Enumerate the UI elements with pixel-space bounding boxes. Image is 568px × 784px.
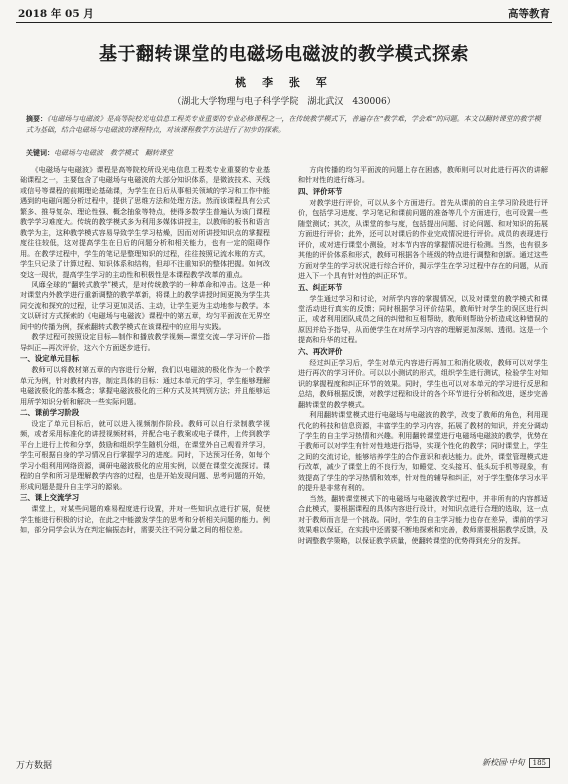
database-watermark: 万方数据 bbox=[16, 761, 53, 771]
body-paragraph: 《电磁场与电磁波》课程是高等院校所设光电信息工程类专业重要的专业基础课程之一，主要包含了电磁场与电磁波的大部分知识体系，是微波技术、天线或信号等课程的前期理论基础课，为学生在日后从事相关领域的学习和工作中能遇到的电磁问题分析过程中，提供了思维方法和处理方法。然而该课程具有公式繁多、推导复杂、理论性强、概念抽象等特点，使得多数学生普遍认为该门课程教学学习难度大。传统的教学模式多为利用多媒体讲授主，以教师的板书和语言教学为主，这种教学模式容易导致学生学习枯燥，因而对所讲授知识点的掌握程度往往较低，这对提高学生在日后的问题分析和相关能力，也有一定的阻碍作用。在教学过程中，学生的笔记是整理知识的过程，往往按照记流水账的方式，学生只记录了计算过程、知识体系和结构，但却不注重知识的整体把握。如何改变这一现状，提高学生学习的主动性和积极性是本课程教学改革的重点。 bbox=[20, 165, 270, 279]
abstract bbox=[26, 114, 542, 135]
body-paragraph: 经过纠正学习后，学生对单元内容进行再加工和消化吸收，教师可以对学生进行再次的学习评价。可以以小测试的形式，组织学生进行测试，检验学生对知识的掌握程度和纠正环节的效果。同时，学生也可以对本单元的学习进行反思和总结，教师根据反馈，对教学过程和设计的各个环节进行分析和改进，逐步完善翻转课堂的教学模式。 bbox=[298, 357, 548, 409]
body-paragraph: 利用翻转课堂模式进行电磁场与电磁波的教学，改变了教师的角色，利用现代化的科技和信息资源，丰富学生的学习内容，拓展了教材的知识，并充分调动了学生的自主学习热情和兴趣。利用翻转课堂进行电磁场电磁波的教学，优势在于教师可以对学生有针对性地进行指导，实现个性化的教学；同时课堂上，学生之间的交流讨论，能够培养学生的合作意识和表达能力。此外，课堂管理模式进行改革，减少了课堂上的不良行为，如睡觉、交头接耳、低头玩手机等现象，有效提高了学生的学习热情和效率，针对性的辅导和纠正，对于学生整体学习水平的提升是非常有利的。 bbox=[298, 410, 548, 493]
article-authors: 桃 李 张 军 bbox=[235, 76, 333, 89]
keywords-text: 电磁场与电磁波 教学模式 翻转课堂 bbox=[54, 149, 173, 157]
page-number: 185 bbox=[529, 758, 550, 768]
body-paragraph: 设定了单元目标后，就可以进入视频制作阶段。教师可以自行录制教学视频，或者采用标准化的讲授视频材料，并配合电子教案或电子课件，上传到教学平台上进行上传和分享，鼓励和组织学生随机分组，在课堂外自己观看并学习，学生可根据自身的学习情况自行掌握学习的进度。同时，下达预习任务，如每个学习小组利用网络资源，调研电磁波极化的应用实例，以便在课堂交流探讨。课程的自学和所习是理解教学内容的过程，也是开始发现问题、思考问题的开始，形成问题是提升自主学习的源泉。 bbox=[20, 418, 270, 491]
issue-date: 2018 年 05 月 bbox=[18, 8, 94, 20]
section-label: 高等教育 bbox=[508, 8, 550, 20]
section-heading: 五、纠正环节 bbox=[298, 282, 343, 292]
body-paragraph: 风靡全球的“翻转式教学”模式，是对传统教学的一种革命和冲击。这是一种对课堂内外教学进行重新调整的教学革新，将课上的教学讲授时间更换为学生共同交流和探究的过程，让学习更加灵活、主动，让学生更为主动地参与教学。本文以研讨方式探索的《电磁场与电磁波》课程中的第五章，均匀平面波在无界空间中的传播为例，探索翻转式教学模式在该课程中的应用与实践。 bbox=[20, 279, 270, 331]
section-heading: 三、课上交流学习 bbox=[20, 493, 80, 503]
section-heading: 四、评价环节 bbox=[298, 186, 343, 196]
left-column bbox=[20, 165, 270, 745]
section-heading: 一、设定单元目标 bbox=[20, 354, 80, 364]
footer-journal-name: 新校园·中旬 bbox=[482, 758, 525, 767]
body-paragraph: 方向传播的均匀平面波的问题上存在困惑，教师则可以对此进行再次的讲解和针对性的进行练习。 bbox=[298, 165, 548, 185]
body-paragraph: 教师可以将教材第五章的内容进行分解，我们以电磁波的极化作为一个教学单元为例，针对教材内容，制定具体的目标：通过本单元的学习，学生能够理解电磁波极化的基本概念；掌握电磁波极化的三种方式及其判别方法；并且能够运用所学知识分析和解决一些实际问题。 bbox=[20, 365, 270, 406]
right-column bbox=[298, 165, 548, 745]
section-heading: 二、课前学习阶段 bbox=[20, 407, 80, 417]
body-paragraph: 学生通过学习和讨论，对所学内容的掌握情况，以及对课堂的教学模式和课堂活动进行真实的反馈；同时根据学习评价结果，教师针对学生的误区进行纠正，或者利用团队成员之间的纠错和互相帮助，教师则帮助分析造成这种错误的原因并给予指导，从而使学生在对所学习内容的理解更加深刻、透彻。这是一个提高和升华的过程。 bbox=[298, 293, 548, 345]
body-paragraph: 当然，翻转课堂模式下的电磁场与电磁波教学过程中，并非所有的内容都适合此模式，要根据课程的具体内容进行设计，对知识点进行合理的选取，这一点对于教师而言是一个挑战。同时，学生的自主学习能力也存在差异，课前的学习效果难以保证，在实践中还需要不断地探索和完善，教师需要根据教学反馈，及时调整教学策略，以保证教学质量，使翻转课堂的优势得到充分的发挥。 bbox=[298, 493, 548, 545]
footer-journal bbox=[482, 757, 550, 768]
body-paragraph: 教学过程可按照设定目标—制作和播放教学视频—课堂交流—学习评价—指导纠正—再次评价，这六个方面逐步进行。 bbox=[20, 332, 270, 352]
abstract-text: 《电磁场与电磁波》是高等院校光电信息工程类专业重要的专业必修课程之一，在传统教学模式下，普遍存在“教学难，学会难”的问题。本文以翻转课堂的教学模式为基础，结合电磁场与电磁波的课程特点，对该课程教学方法进行了初步的探索。 bbox=[26, 115, 541, 134]
article-title: 基于翻转课堂的电磁场电磁波的教学模式探索 bbox=[99, 44, 469, 65]
author-affiliation: （湖北大学物理与电子科学学院 湖北武汉 430006） bbox=[172, 97, 396, 107]
body-paragraph: 对教学进行评价，可以从多个方面进行。首先从课前的自主学习阶段进行评价，包括学习进度、学习笔记和课前问题的准备等几个方面进行，也可设置一些随堂测试；其次，从课堂的参与度，包括提出问题、讨论问题、和对知识的拓展方面进行评价；此外，还可以对课后的作业完成情况进行评价。成员的表现进行评价，或对进行课堂小测验，对本节内容的掌握情况进行检测。当然，也有很多其他的评价体系和形式，教师可根据各个班级的特点进行调整和创新。通过这些方面对学生的学习状况进行综合评价，揭示学生在学习过程中存在的问题，从而进入下一个具有针对性的纠正环节。 bbox=[298, 197, 548, 281]
header-rule bbox=[16, 22, 552, 23]
keywords bbox=[26, 148, 542, 158]
abstract-label: 摘要： bbox=[26, 115, 47, 123]
body-paragraph: 课堂上，对某些问题的难易程度进行设置，并对一些知识点进行扩展，促使学生能进行积极的讨论，在此之中能激发学生的思考和分析相关问题的能力。例如，部分同学会认为在判定偏振态时，需要关注不同分量之间的相位差。 bbox=[20, 504, 270, 535]
section-heading: 六、再次评价 bbox=[298, 346, 343, 356]
keywords-label: 关键词： bbox=[26, 149, 54, 157]
